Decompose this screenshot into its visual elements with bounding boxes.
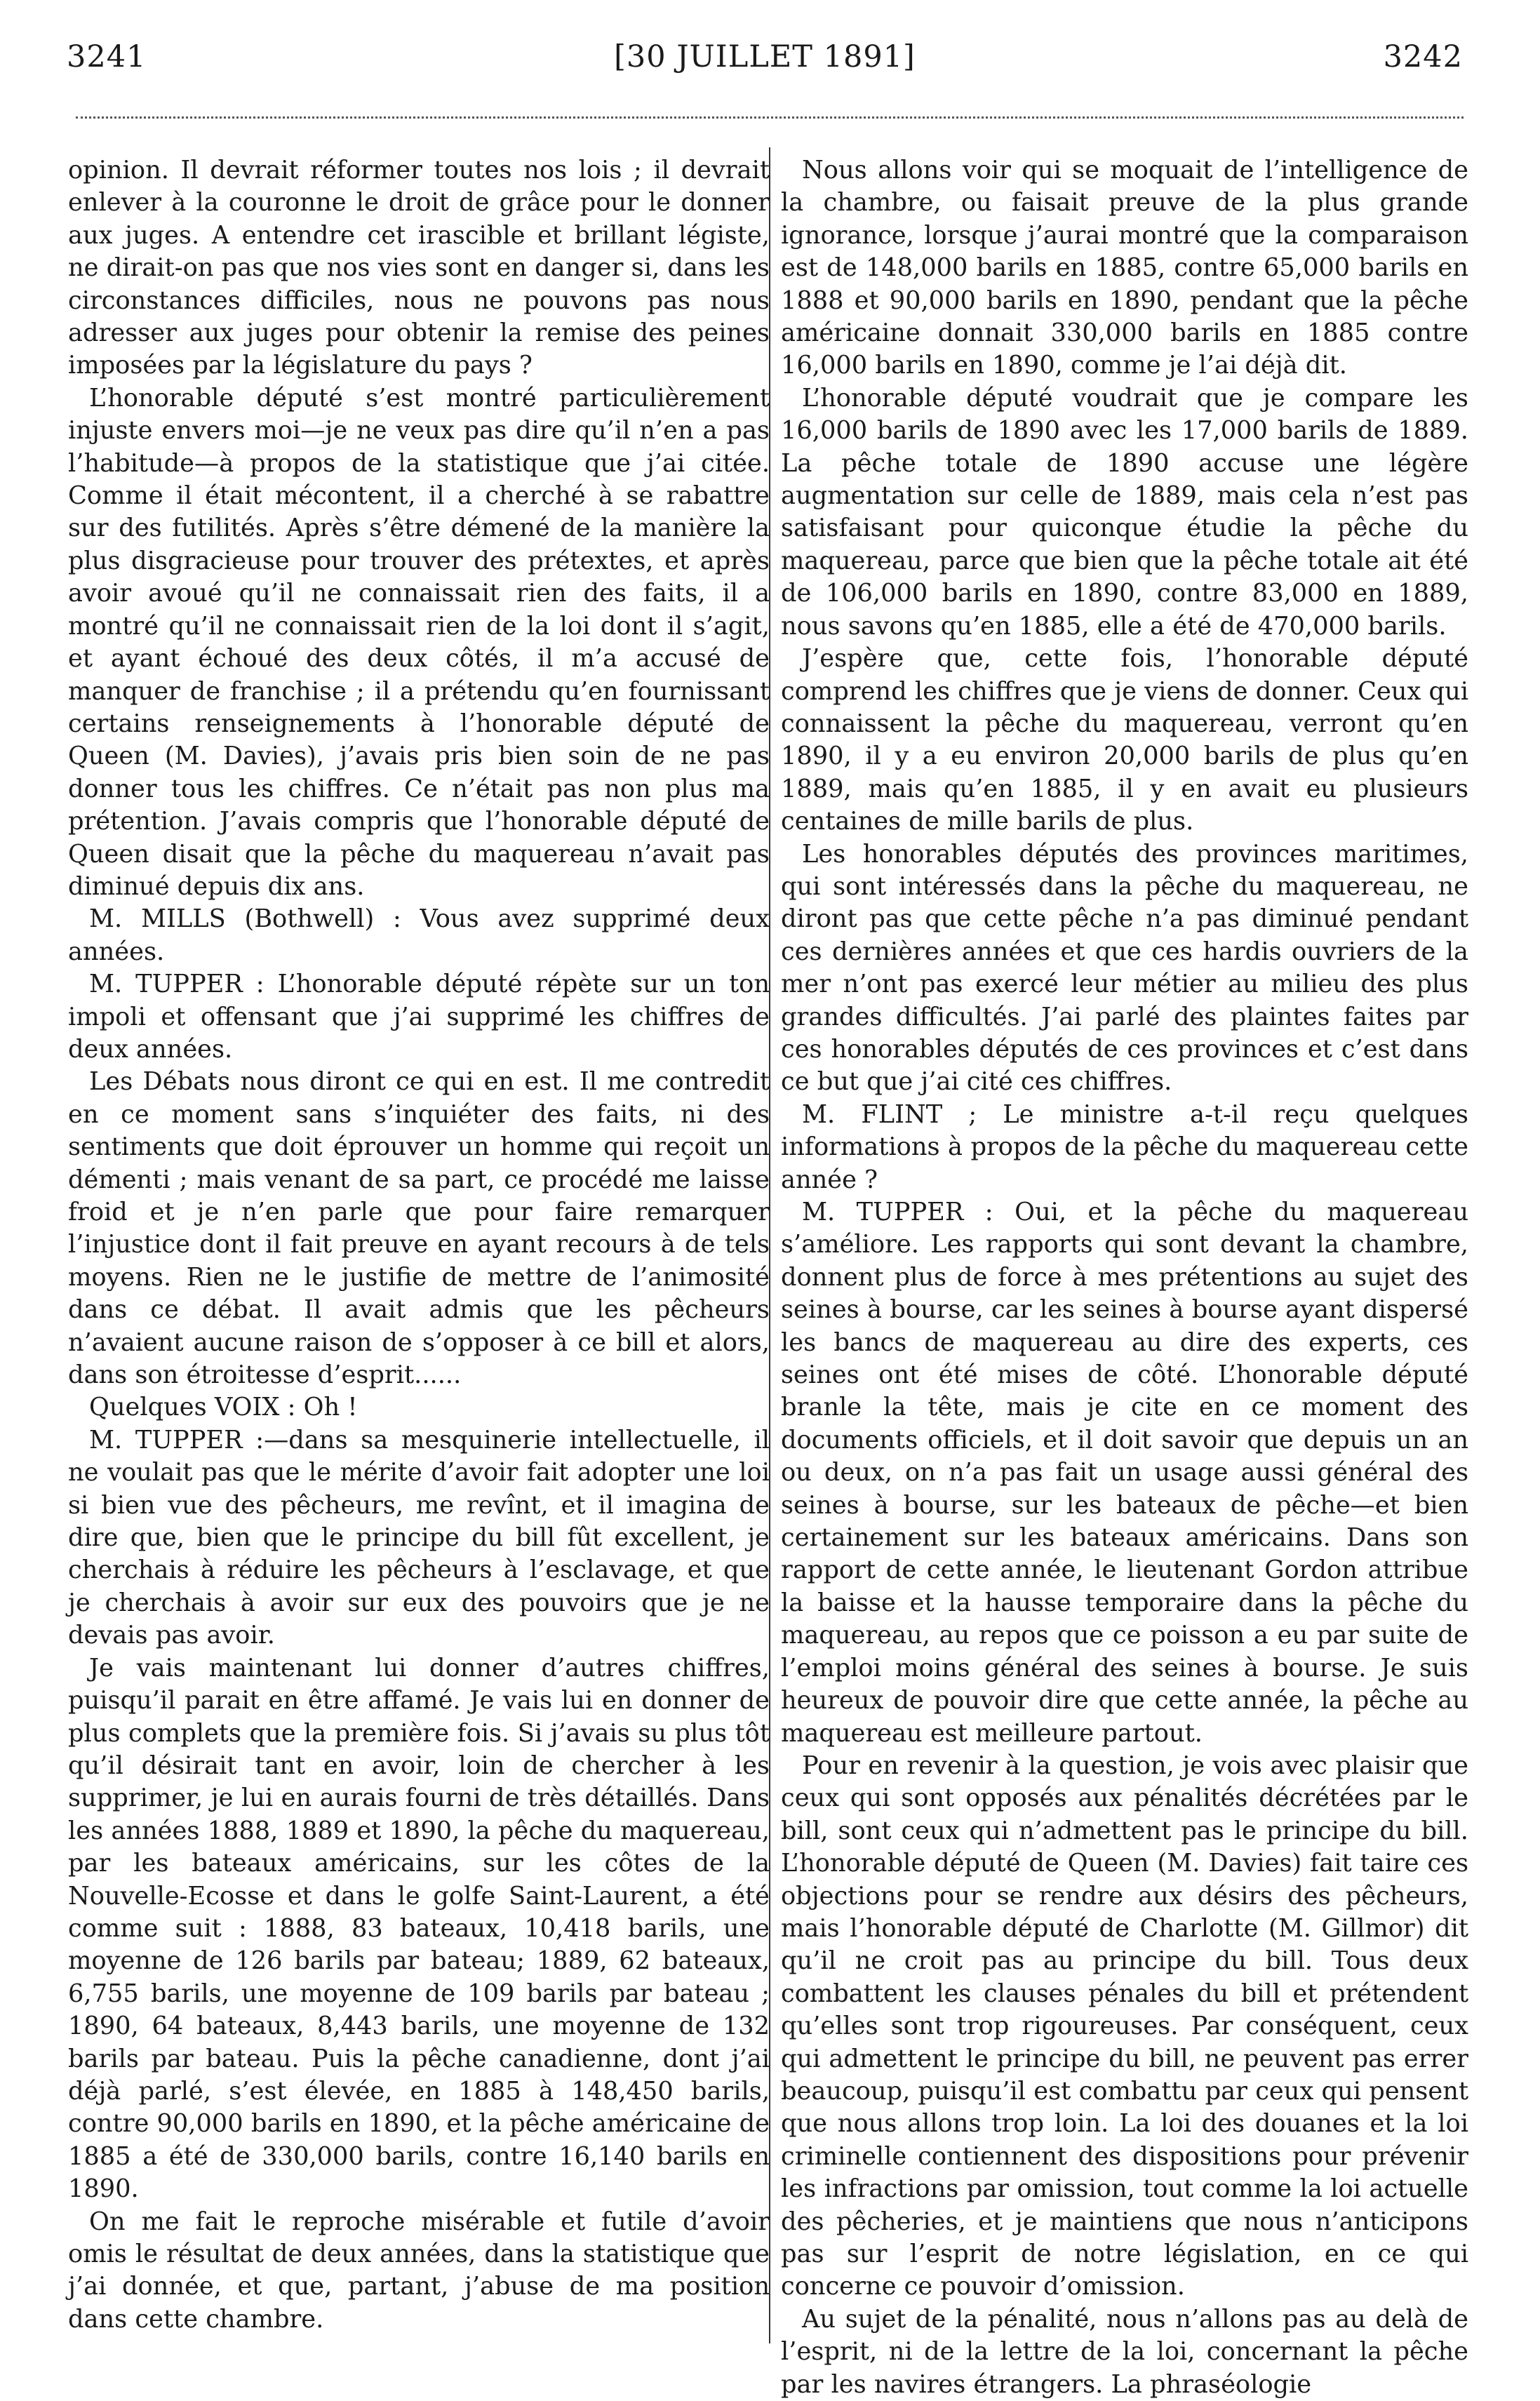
paragraph: Pour en revenir à la question, je vois avec plaisir que ceux qui sont opposés aux pénalités décrétées par le bill, sont ceux qui n’admettent pas le principe du bill. L’honorable député de Queen (M. Davies) fait taire ces objections pour se rendre aux désirs des pêcheurs, mais l’honorable député de Charlotte (M. Gillmor) dit qu’il ne croit pas au principe du bill. Tous deux combattent les clauses pénales du bill et prétendent qu’elles sont trop rigoureuses. Par conséquent, ceux qui admettent le principe du bill, ne peuvent pas errer beaucoup, puisqu’il est combattu par ceux qui pensent que nous allons trop loin. La loi des douanes et la loi criminelle contiennent des dispositions pour prévenir les infractions par omission, tout comme la loi actuelle des pêcheries, et je maintiens que nous n’anticipons pas sur l’esprit de notre législation, en ce qui concerne ce pouvoir d’omission.	[781, 1751, 1468, 2301]
paragraph: J’espère que, cette fois, l’honorable député comprend les chiffres que je viens de donner. Ceux qui connaissent la pêche du maquereau, verront qu’en 1890, il y a eu environ 20,000 barils de plus qu’en 1889, mais qu’en 1885, il y en avait eu plusieurs centaines de mille barils de plus.	[781, 644, 1468, 836]
paragraph: L’honorable député s’est montré particulièrement injuste envers moi—je ne veux pas dire qu’il n’en a pas l’habitude—à propos de la statistique que j’ai citée. Comme il était mécontent, il a cherché à se rabattre sur des futilités. Après s’être démené de la manière la plus disgracieuse pour trouver des prétextes, et après avoir avoué qu’il ne connaissait rien des faits, il a montré qu’il ne connaissait rien de la loi dont il s’agit, et ayant échoué des deux côtés, il m’a accusé de manquer de franchise ; il a prétendu qu’en fournissant certains renseignements à l’honorable député de Queen (M. Davies), j’avais pris bien soin de ne pas donner tous les chiffres. Ce n’était pas non plus ma prétention. J’avais compris que l’honorable député de Queen disait que la pêche du maquereau n’avait pas diminué depuis dix ans.	[68, 383, 770, 901]
paragraph: M. MILLS (Bothwell) : Vous avez supprimé deux années.	[68, 904, 770, 966]
paragraph: On me fait le reproche misérable et futile d’avoir omis le résultat de deux années, dans la statistique que j’ai donnée, et que, partant, j’abuse de ma position dans cette chambre.	[68, 2207, 770, 2334]
paragraph: Les Débats nous diront ce qui en est. Il me contredit en ce moment sans s’inquiéter des faits, ni des sentiments que doit éprouver un homme qui reçoit un démenti ; mais venant de sa part, ce procédé me laisse froid et je n’en parle que pour faire remarquer l’injustice dont il fait preuve en ayant recours à de tels moyens. Rien ne le justifie de mettre de l’animosité dans ce débat. Il avait admis que les pêcheurs n’avaient aucune raison de s’opposer à ce bill et alors, dans son étroitesse d’esprit......	[68, 1067, 770, 1390]
left-column	[68, 154, 770, 2336]
page-date: [30 JUILLET 1891]	[614, 39, 916, 74]
paragraph: Au sujet de la pénalité, nous n’allons pas au delà de l’esprit, ni de la lettre de la loi, concernant la pêche par les navires étrangers. La phraséologie	[781, 2304, 1468, 2399]
page-number-right: 3242	[1383, 39, 1463, 74]
paragraph: Nous allons voir qui se moquait de l’intelligence de la chambre, ou faisait preuve de la plus grande ignorance, lorsque j’aurai montré que la comparaison est de 148,000 barils en 1885, contre 65,000 barils en 1888 et 90,000 barils en 1890, pendant que la pêche américaine donnait 330,000 barils en 1885 contre 16,000 barils en 1890, comme je l’ai déjà dit.	[781, 156, 1468, 380]
paragraph: M. FLINT ; Le ministre a-t-il reçu quelques informations à propos de la pêche du maquereau cette année ?	[781, 1099, 1468, 1194]
right-column	[781, 154, 1468, 2401]
paragraph: Quelques VOIX : Oh !	[89, 1393, 358, 1422]
page-header	[67, 39, 1463, 88]
paragraph: Je vais maintenant lui donner d’autres chiffres, puisqu’il parait en être affamé. Je vais lui en donner de plus complets que la première fois. Si j’avais su plus tôt qu’il désirait tant en avoir, loin de chercher à les supprimer, je lui en aurais fourni de très détaillés. Dans les années 1888, 1889 et 1890, la pêche du maquereau, par les bateaux américains, sur les côtes de la Nouvelle-Ecosse et dans le golfe Saint-Laurent, a été comme suit : 1888, 83 bateaux, 10,418 barils, une moyenne de 126 barils par bateau; 1889, 62 bateaux, 6,755 barils, une moyenne de 109 barils par bateau ; 1890, 64 bateaux, 8,443 barils, une moyenne de 132 barils par bateau. Puis la pêche canadienne, dont j’ai déjà parlé, s’est élevée, en 1885 à 148,450 barils, contre 90,000 barils en 1890, et la pêche américaine de 1885 a été de 330,000 barils, contre 16,140 barils en 1890.	[68, 1653, 770, 2204]
header-rule	[76, 116, 1464, 119]
paragraph: M. TUPPER : L’honorable député répète sur un ton impoli et offensant que j’ai supprimé les chiffres de deux années.	[68, 970, 770, 1064]
paragraph: M. TUPPER :—dans sa mesquinerie intellectuelle, il ne voulait pas que le mérite d’avoir fait adopter une loi si bien vue des pêcheurs, me revînt, et il imagina de dire que, bien que le principe du bill fût excellent, je cherchais à réduire les pêcheurs à l’esclavage, et que je cherchais à avoir sur eux des pouvoirs que je ne devais pas avoir.	[68, 1425, 770, 1650]
paragraph: M. TUPPER : Oui, et la pêche du maquereau s’améliore. Les rapports qui sont devant la chambre, donnent plus de force à mes prétentions au sujet des seines à bourse, car les seines à bourse ayant dispersé les bancs de maquereau au dire des experts, ces seines ont été mises de côté. L’honorable député branle la tête, mais je cite en ce moment des documents officiels, et il doit savoir que depuis un an ou deux, on n’a pas fait un usage aussi général des seines à bourse, sur les bateaux de pêche—et bien certainement sur les bateaux américains. Dans son rapport de cette année, le lieutenant Gordon attribue la baisse et la hausse temporaire dans la pêche du maquereau, au repos que ce poisson a eu par suite de l’emploi moins général des seines à bourse. Je suis heureux de pouvoir dire que cette année, la pêche au maquereau est meilleure partout.	[781, 1198, 1468, 1748]
paragraph: L’honorable député voudrait que je compare les 16,000 barils de 1890 avec les 17,000 barils de 1889. La pêche totale de 1890 accuse une légère augmentation sur celle de 1889, mais cela n’est pas satisfaisant pour quiconque étudie la pêche du maquereau, parce que bien que la pêche totale ait été de 106,000 barils en 1890, contre 83,000 en 1889, nous savons qu’en 1885, elle a été de 470,000 barils.	[781, 383, 1468, 641]
paragraph: Les honorables députés des provinces maritimes, qui sont intéressés dans la pêche du maquereau, ne diront pas que cette pêche n’a pas diminué pendant ces dernières années et que ces hardis ouvriers de la mer n’ont pas exercé leur métier au milieu des plus grandes difficultés. J’ai parlé des plaintes faites par ces honorables députés de ces provinces et c’est dans ce but que j’ai cité ces chiffres.	[781, 839, 1468, 1097]
page-number-left: 3241	[67, 39, 147, 74]
paragraph: opinion. Il devrait réformer toutes nos lois ; il devrait enlever à la couronne le droit de grâce pour le donner aux juges. A entendre cet irascible et brillant légiste, ne dirait-on pas que nos vies sont en danger si, dans les circonstances difficiles, nous ne pouvons pas nous adresser aux juges pour obtenir la remise des peines imposées par la législature du pays ?	[68, 156, 770, 380]
